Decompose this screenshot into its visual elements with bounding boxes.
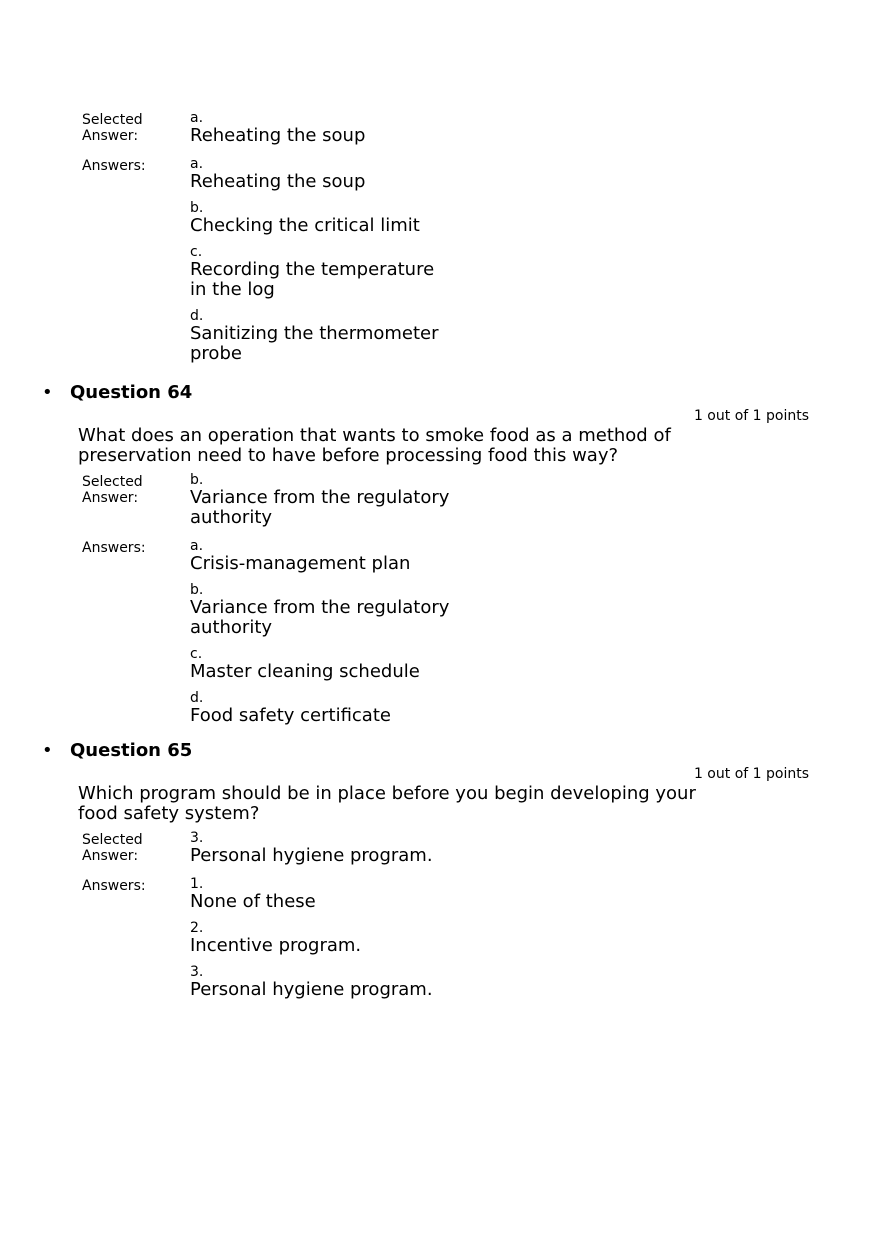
- question-title: Question 64: [70, 382, 193, 403]
- option-text: Sanitizing the thermometer probe: [190, 323, 439, 364]
- answers-row: [82, 538, 880, 734]
- bullet-icon: •: [42, 382, 53, 403]
- selected-answer-label: Selected Answer:: [82, 112, 143, 144]
- option-letter: b.: [190, 472, 204, 488]
- option-text: Personal hygiene program.: [190, 979, 433, 1000]
- option-letter: a.: [190, 110, 204, 126]
- answer-option: [190, 308, 450, 364]
- option-text: None of these: [190, 891, 316, 912]
- option-letter: b.: [190, 200, 204, 216]
- answer-option: [190, 876, 450, 912]
- question-header: [0, 382, 880, 404]
- answer-option: [190, 646, 450, 682]
- option-letter: 3.: [190, 964, 204, 980]
- answers-row: [82, 156, 880, 372]
- answers-row: [82, 876, 880, 1008]
- option-letter: b.: [190, 582, 204, 598]
- option-letter: c.: [190, 646, 203, 662]
- answer-option: [190, 690, 450, 726]
- question-title: Question 65: [70, 740, 193, 761]
- answers-label: Answers:: [82, 878, 146, 894]
- option-letter: 1.: [190, 876, 204, 892]
- answer-option: [190, 582, 450, 638]
- option-text: Variance from the regulatory authority: [190, 597, 450, 638]
- question-points: 1 out of 1 points: [693, 766, 809, 782]
- answer-option: [190, 538, 450, 574]
- option-letter: 2.: [190, 920, 204, 936]
- answer-option: [190, 964, 450, 1000]
- bullet-icon: •: [42, 740, 53, 761]
- selected-option: [190, 472, 450, 528]
- option-letter: d.: [190, 690, 204, 706]
- option-text: Reheating the soup: [190, 171, 366, 192]
- option-text: Master cleaning schedule: [190, 661, 420, 682]
- prev-question: [0, 110, 880, 372]
- question-64: [0, 382, 880, 734]
- option-letter: a.: [190, 156, 204, 172]
- answers-label: Answers:: [82, 540, 146, 556]
- option-text: Crisis-management plan: [190, 553, 411, 574]
- selected-answer-row: [82, 472, 880, 536]
- answers-label: Answers:: [82, 158, 146, 174]
- question-text: What does an operation that wants to smoke food as a method of preservation need to have before processing food this way?: [78, 425, 671, 466]
- option-text: Food safety certificate: [190, 705, 391, 726]
- option-text: Personal hygiene program.: [190, 845, 433, 866]
- option-letter: d.: [190, 308, 204, 324]
- option-text: Incentive program.: [190, 935, 362, 956]
- question-text: Which program should be in place before you begin developing your food safety system?: [78, 783, 696, 824]
- option-letter: 3.: [190, 830, 204, 846]
- option-letter: c.: [190, 244, 203, 260]
- selected-answer-row: [82, 110, 880, 154]
- question-header: [0, 740, 880, 762]
- selected-answer-row: [82, 830, 880, 874]
- selected-option: [190, 110, 450, 146]
- selected-answer-label: Selected Answer:: [82, 474, 143, 506]
- question-65: [0, 740, 880, 1008]
- option-letter: a.: [190, 538, 204, 554]
- option-text: Recording the temperature in the log: [190, 259, 435, 300]
- option-text: Checking the critical limit: [190, 215, 420, 236]
- answer-option: [190, 156, 450, 192]
- option-text: Variance from the regulatory authority: [190, 487, 450, 528]
- answer-option: [190, 920, 450, 956]
- answer-option: [190, 200, 450, 236]
- answer-option: [190, 244, 450, 300]
- selected-option: [190, 830, 450, 866]
- option-text: Reheating the soup: [190, 125, 366, 146]
- question-points: 1 out of 1 points: [693, 408, 809, 424]
- selected-answer-label: Selected Answer:: [82, 832, 143, 864]
